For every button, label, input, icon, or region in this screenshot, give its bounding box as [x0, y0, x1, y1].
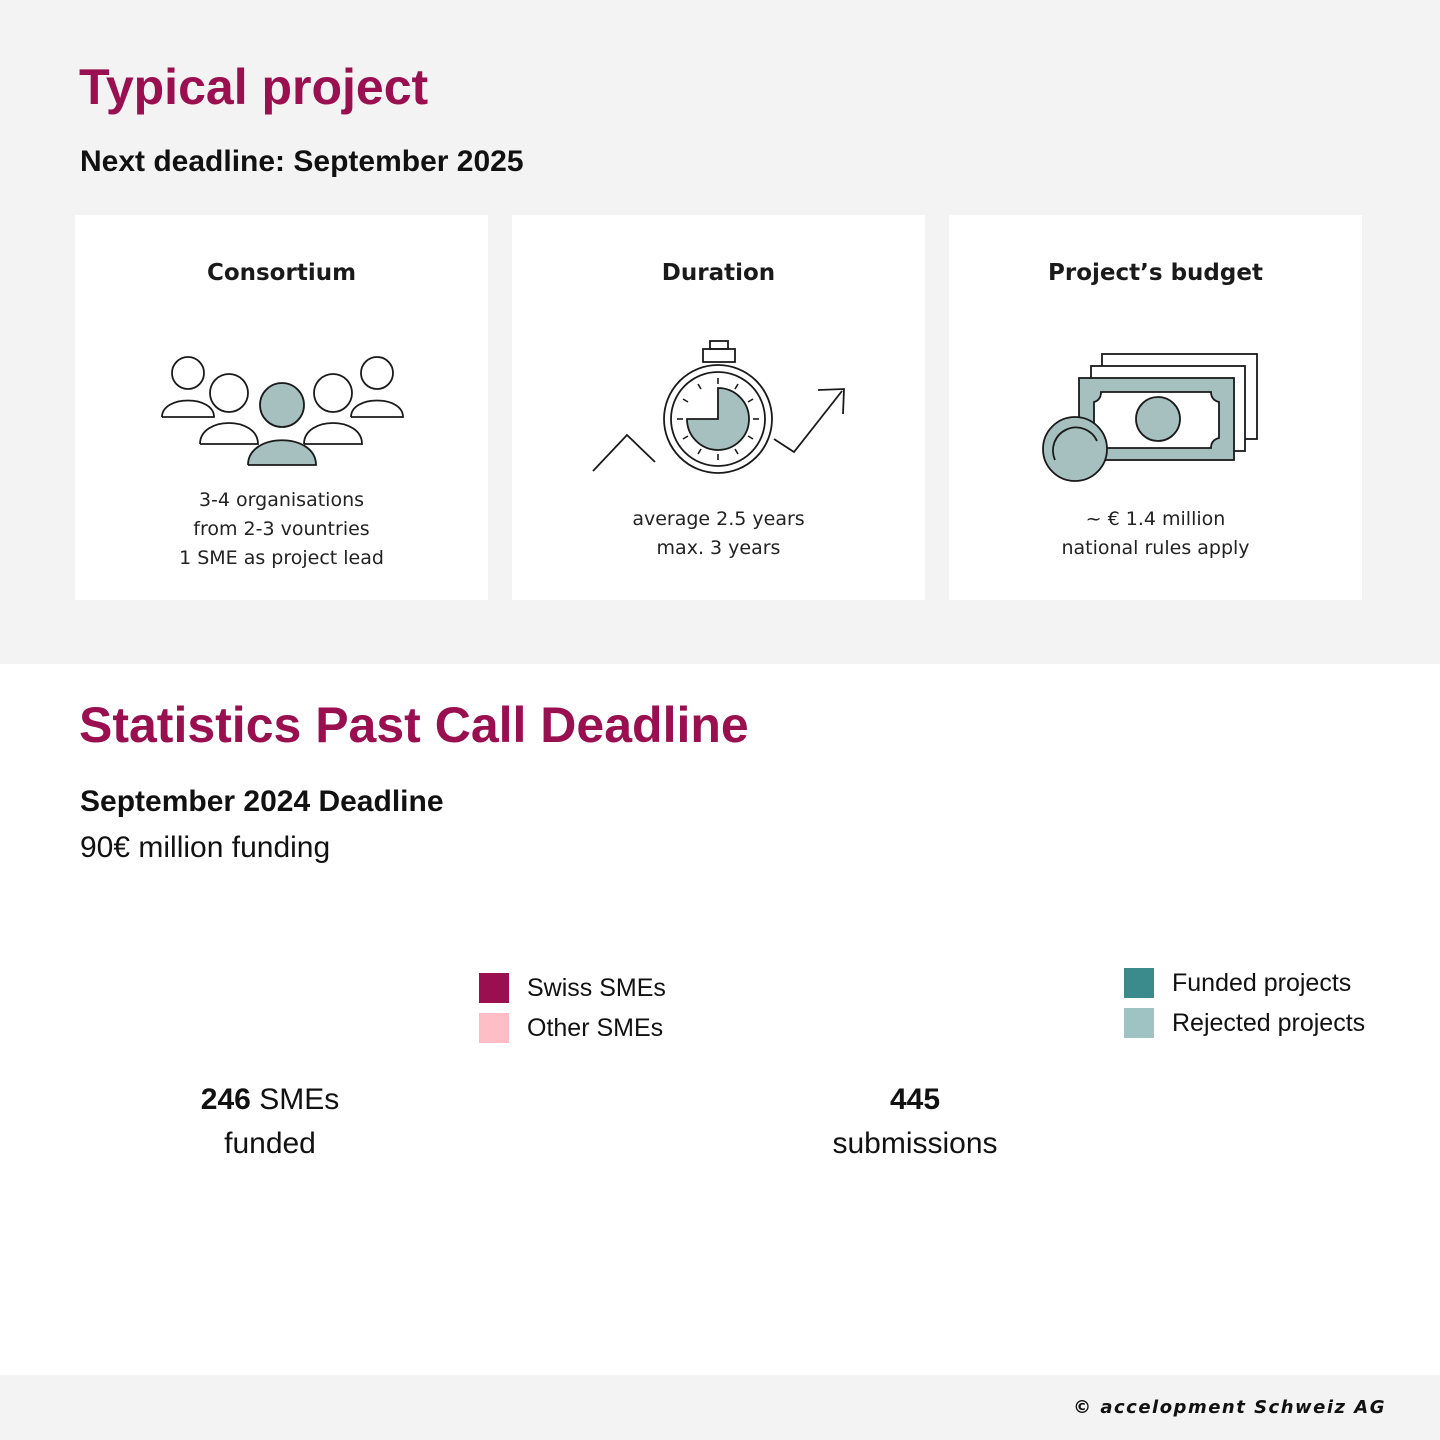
copyright: © accelopment Schweiz AG: [1073, 1397, 1386, 1418]
legend-item: [1124, 1003, 1365, 1043]
legend-item: [1124, 963, 1365, 1003]
stopwatch-trend-icon: [512, 337, 925, 482]
smes-funded-count: 246: [200, 1083, 251, 1116]
legend-label: Swiss SMEs: [527, 973, 666, 1002]
detail-line: ~ € 1.4 million: [1085, 508, 1226, 530]
rejected-projects-swatch: [1124, 1008, 1154, 1038]
detail-line: 3-4 organisations: [198, 489, 365, 511]
consortium-card: [75, 215, 488, 600]
detail-line: from 2-3 vountries: [193, 518, 370, 540]
legend-label: Funded projects: [1172, 968, 1352, 997]
past-deadline-subtitle: September 2024 Deadline: [80, 785, 444, 818]
smes-unit: SMEs: [259, 1083, 340, 1116]
funding-amount: 90€ million funding: [80, 831, 331, 864]
next-deadline: Next deadline: September 2025: [80, 145, 524, 178]
budget-card: [949, 215, 1362, 600]
detail-line: national rules apply: [1061, 537, 1250, 559]
money-bills-coin-icon: [949, 345, 1362, 490]
duration-details: [512, 505, 925, 563]
legend-label: Rejected projects: [1172, 1008, 1366, 1037]
detail-line: 1 SME as project lead: [179, 547, 384, 569]
footer: [0, 1375, 1440, 1440]
card-title: Consortium: [206, 260, 357, 286]
swiss-smes-swatch: [479, 973, 509, 1003]
submissions-count: 445: [889, 1083, 941, 1116]
legend-item: [479, 968, 666, 1008]
other-smes-swatch: [479, 1013, 509, 1043]
legend-item: [479, 1008, 666, 1048]
card-title: Duration: [661, 260, 776, 286]
sme-legend: [479, 968, 666, 1048]
legend-label: Other SMEs: [527, 1013, 664, 1042]
submissions-caption: submissions: [832, 1127, 998, 1160]
submissions-stat: [815, 1078, 1015, 1166]
smes-funded-stat: [170, 1078, 370, 1166]
budget-details: [949, 505, 1362, 563]
projects-legend: [1124, 963, 1365, 1043]
card-title: Project’s budget: [1048, 260, 1263, 286]
typical-project-title: Typical project: [79, 59, 429, 115]
statistics-title: Statistics Past Call Deadline: [79, 697, 749, 753]
detail-line: max. 3 years: [656, 537, 781, 559]
people-group-icon: [75, 350, 488, 470]
detail-line: average 2.5 years: [632, 508, 805, 530]
smes-funded-caption: funded: [224, 1127, 316, 1160]
duration-card: [512, 215, 925, 600]
funded-projects-swatch: [1124, 968, 1154, 998]
consortium-details: [75, 486, 488, 573]
